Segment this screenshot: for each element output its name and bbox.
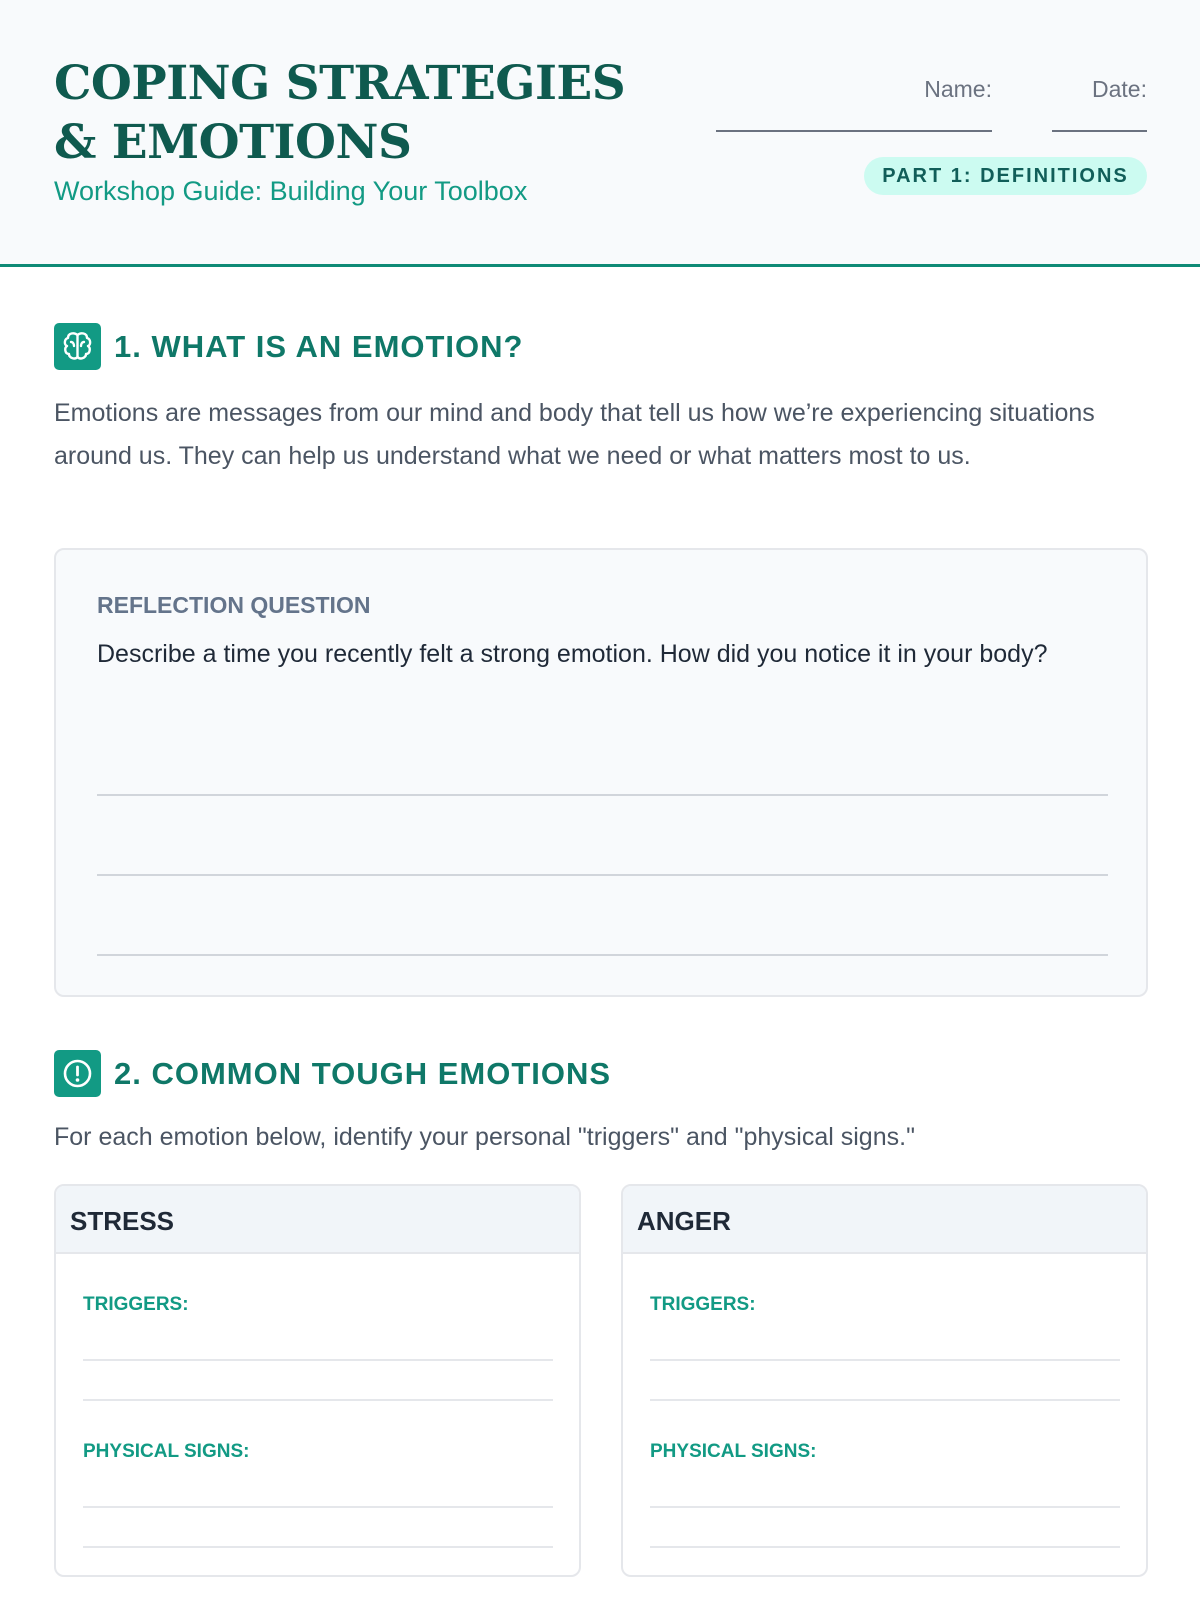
section-title-what-is-emotion: 1. WHAT IS AN EMOTION? — [114, 329, 524, 364]
triggers-label: TRIGGERS: — [650, 1294, 756, 1315]
page-subtitle: Workshop Guide: Building Your Toolbox — [54, 176, 528, 206]
physical-signs-line[interactable] — [650, 1546, 1120, 1548]
date-label: Date: — [1092, 76, 1147, 102]
physical-signs-line[interactable] — [650, 1506, 1120, 1508]
card-header — [56, 1186, 579, 1254]
emotion-card-stress — [54, 1184, 581, 1577]
section-title-tough-emotions: 2. COMMON TOUGH EMOTIONS — [114, 1056, 612, 1091]
name-field[interactable] — [716, 130, 992, 132]
brain-icon — [54, 323, 101, 370]
answer-line[interactable] — [97, 954, 1108, 956]
section-body-tough-emotions: For each emotion below, identify your personal "triggers" and "physical signs." — [54, 1123, 915, 1151]
date-field[interactable] — [1052, 130, 1147, 132]
triggers-line[interactable] — [650, 1359, 1120, 1361]
page-title: COPING STRATEGIES & EMOTIONS — [54, 56, 626, 170]
triggers-line[interactable] — [83, 1399, 553, 1401]
reflection-question: Describe a time you recently felt a strong emotion. How did you notice it in your body? — [97, 640, 1048, 668]
physical-signs-line[interactable] — [83, 1546, 553, 1548]
alert-circle-icon — [54, 1050, 101, 1097]
reflection-label: REFLECTION QUESTION — [97, 592, 371, 618]
answer-line[interactable] — [97, 794, 1108, 796]
physical-signs-label: PHYSICAL SIGNS: — [83, 1441, 250, 1462]
section-body-what-is-emotion: Emotions are messages from our mind and body that tell us how we’re experiencing situations around us. They can help us understand what we need or what matters most to us. — [54, 399, 1095, 470]
triggers-line[interactable] — [83, 1359, 553, 1361]
card-header — [623, 1186, 1146, 1254]
physical-signs-line[interactable] — [83, 1506, 553, 1508]
emotion-card-anger — [621, 1184, 1148, 1577]
card-title: STRESS — [70, 1206, 175, 1236]
card-title: ANGER — [637, 1206, 731, 1236]
name-label: Name: — [924, 76, 992, 102]
physical-signs-label: PHYSICAL SIGNS: — [650, 1441, 817, 1462]
reflection-box — [54, 548, 1148, 997]
answer-line[interactable] — [97, 874, 1108, 876]
triggers-label: TRIGGERS: — [83, 1294, 189, 1315]
triggers-line[interactable] — [650, 1399, 1120, 1401]
worksheet-header — [0, 0, 1200, 267]
part-badge: PART 1: DEFINITIONS — [864, 157, 1147, 195]
